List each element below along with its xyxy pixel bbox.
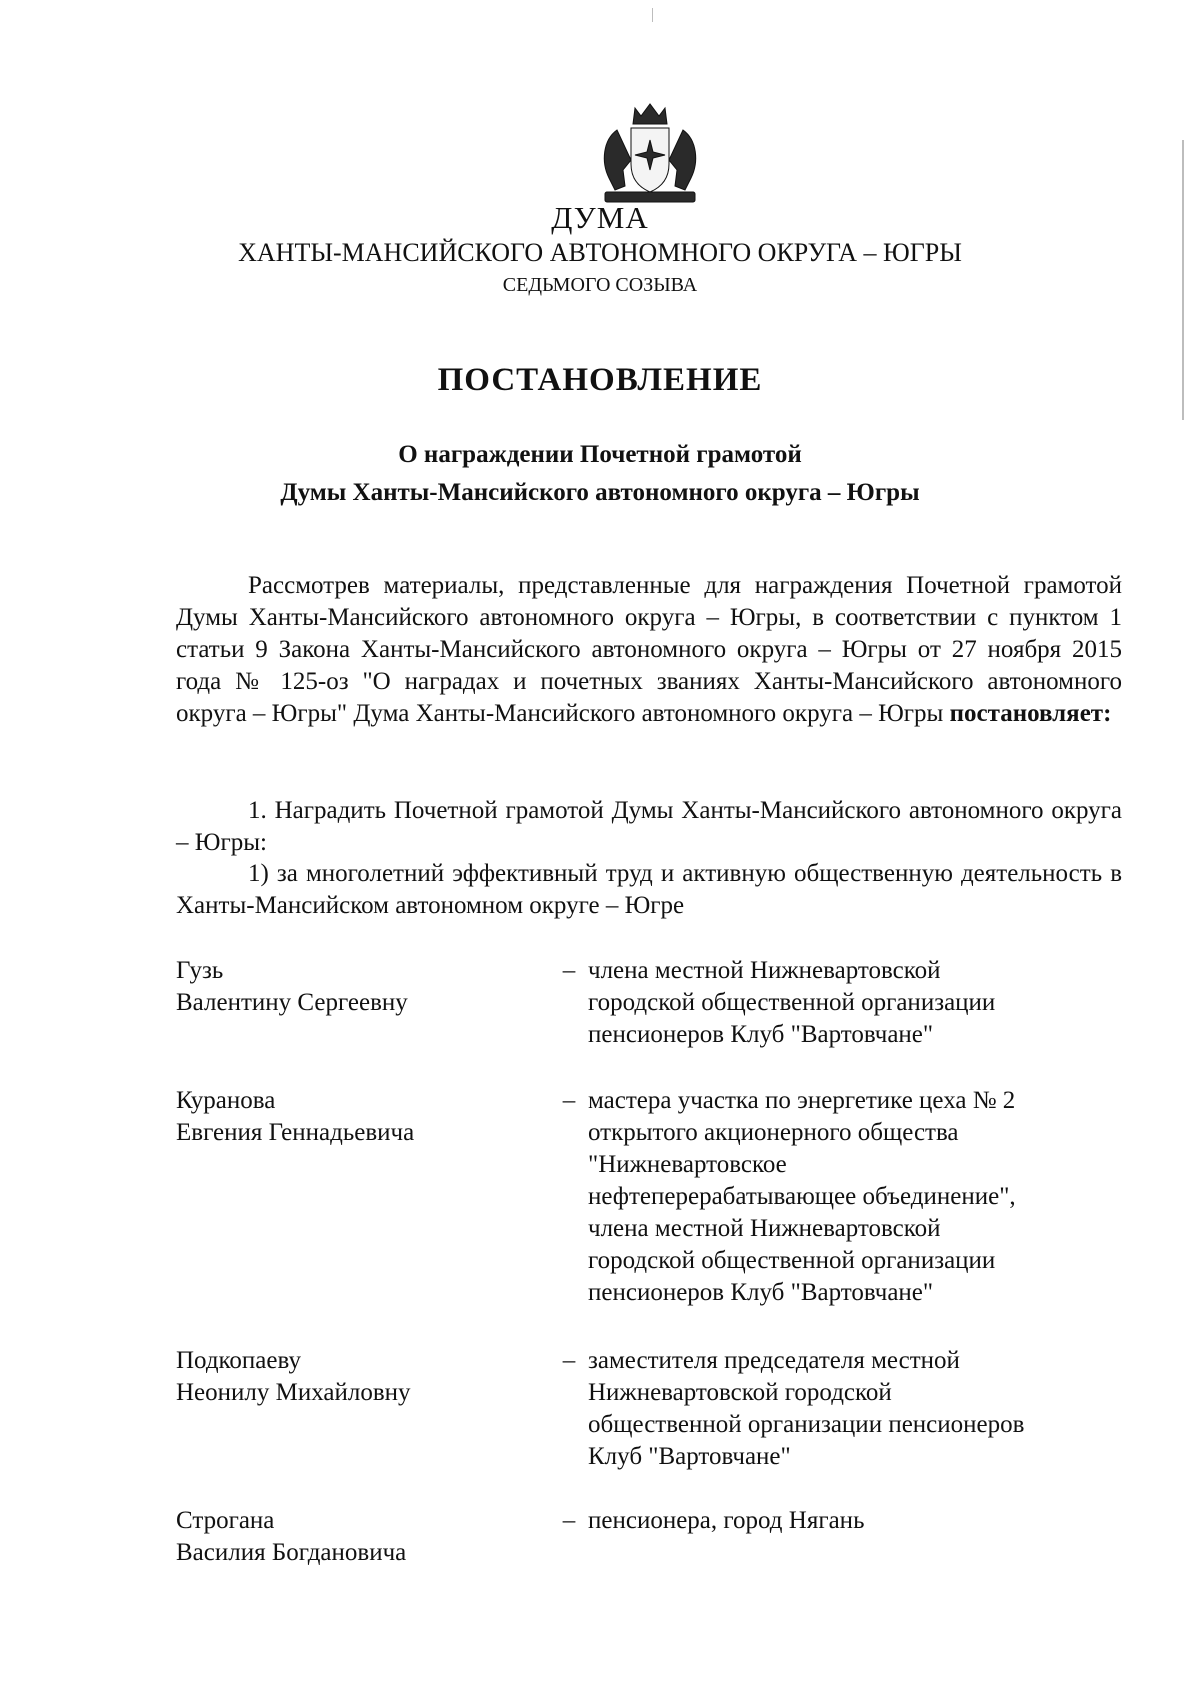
awardee-dash: – xyxy=(562,1507,576,1534)
awardee-description xyxy=(588,1505,1128,1537)
awardee-description xyxy=(588,955,1128,1051)
awardee-description-line: члена местной Нижневартовской xyxy=(588,957,941,984)
awardee-description-line: Нижневартовской городской xyxy=(588,1379,892,1406)
convocation-title: СЕДЬМОГО СОЗЫВА xyxy=(502,274,698,296)
preamble-decision-word: постановляет: xyxy=(949,700,1112,727)
subject-line-2: Думы Ханты-Мансийского автономного округа – Югры xyxy=(280,479,920,506)
awardee-given-name: Василия Богдановича xyxy=(176,1539,407,1566)
awardee-description-line: нефтеперерабатывающее объединение", xyxy=(588,1183,1016,1210)
awardee-description-line: "Нижневартовское xyxy=(588,1151,787,1178)
awardee-given-name: Неонилу Михайловну xyxy=(176,1379,411,1406)
institution-title: ДУМА xyxy=(551,200,649,235)
awardee-dash: – xyxy=(562,1347,576,1374)
preamble-paragraph xyxy=(176,570,1122,730)
awardee-description-line: Клуб "Вартовчане" xyxy=(588,1443,791,1470)
awardee-dash: – xyxy=(562,957,576,984)
awardee-surname: Гузь xyxy=(176,957,224,984)
scan-top-mark xyxy=(652,8,653,22)
awardee-description-line: пенсионеров Клуб "Вартовчане" xyxy=(588,1021,934,1048)
awardee-name xyxy=(176,955,536,1019)
awardee-description-line: общественной организации пенсионеров xyxy=(588,1411,1025,1438)
awardee-given-name: Евгения Геннадьевича xyxy=(176,1119,415,1146)
awardee-surname: Строгана xyxy=(176,1507,275,1534)
awardee-description-line: городской общественной организации xyxy=(588,1247,996,1274)
awardee-description-line: заместителя председателя местной xyxy=(588,1347,960,1374)
awardee-dash: – xyxy=(562,1087,576,1114)
awardee-description xyxy=(588,1085,1128,1309)
awardee-name xyxy=(176,1345,536,1409)
awardee-description-line: мастера участка по энергетике цеха № 2 xyxy=(588,1087,1016,1114)
awardee-description-line: пенсионера, город Нягань xyxy=(588,1507,865,1534)
awardee-description-line: пенсионеров Клуб "Вартовчане" xyxy=(588,1279,934,1306)
item-1-paragraph: 1. Наградить Почетной грамотой Думы Ханты-Мансийского автономного округа – Югры: xyxy=(176,797,1122,856)
awardee-description-line: открытого акционерного общества xyxy=(588,1119,959,1146)
preamble-text: Рассмотрев материалы, представленные для награждения Почетной грамотой Думы Ханты-Мансийского автономного округа – Югры, в соответствии с пунктом 1 статьи 9 Закона Ханты-Мансийского автономного округа – Югры от 27 ноября 2015 года № 125-оз "О наградах и почетных званиях Ханты-Мансийского автономного округа – Югры" Дума Ханты-Мансийского автономного округа – Югры xyxy=(176,572,1122,727)
document-subject xyxy=(0,436,1200,512)
awardee-name xyxy=(176,1085,536,1149)
subitem-1-paragraph: 1) за многолетний эффективный труд и активную общественную деятельность в Ханты-Мансийском автономном округе – Югре xyxy=(176,860,1122,919)
awardee-description-line: городской общественной организации xyxy=(588,989,996,1016)
document-type-heading: ПОСТАНОВЛЕНИЕ xyxy=(437,362,763,398)
region-title: ХАНТЫ-МАНСИЙСКОГО АВТОНОМНОГО ОКРУГА – ЮГРЫ xyxy=(238,238,962,267)
awardee-surname: Подкопаеву xyxy=(176,1347,301,1374)
coat-of-arms-icon xyxy=(595,100,705,210)
awardee-surname: Куранова xyxy=(176,1087,276,1114)
awardee-given-name: Валентину Сергеевну xyxy=(176,989,408,1016)
awardee-description xyxy=(588,1345,1128,1473)
subject-line-1: О награждении Почетной грамотой xyxy=(398,441,802,468)
awardee-name xyxy=(176,1505,536,1569)
awardee-description-line: члена местной Нижневартовской xyxy=(588,1215,941,1242)
